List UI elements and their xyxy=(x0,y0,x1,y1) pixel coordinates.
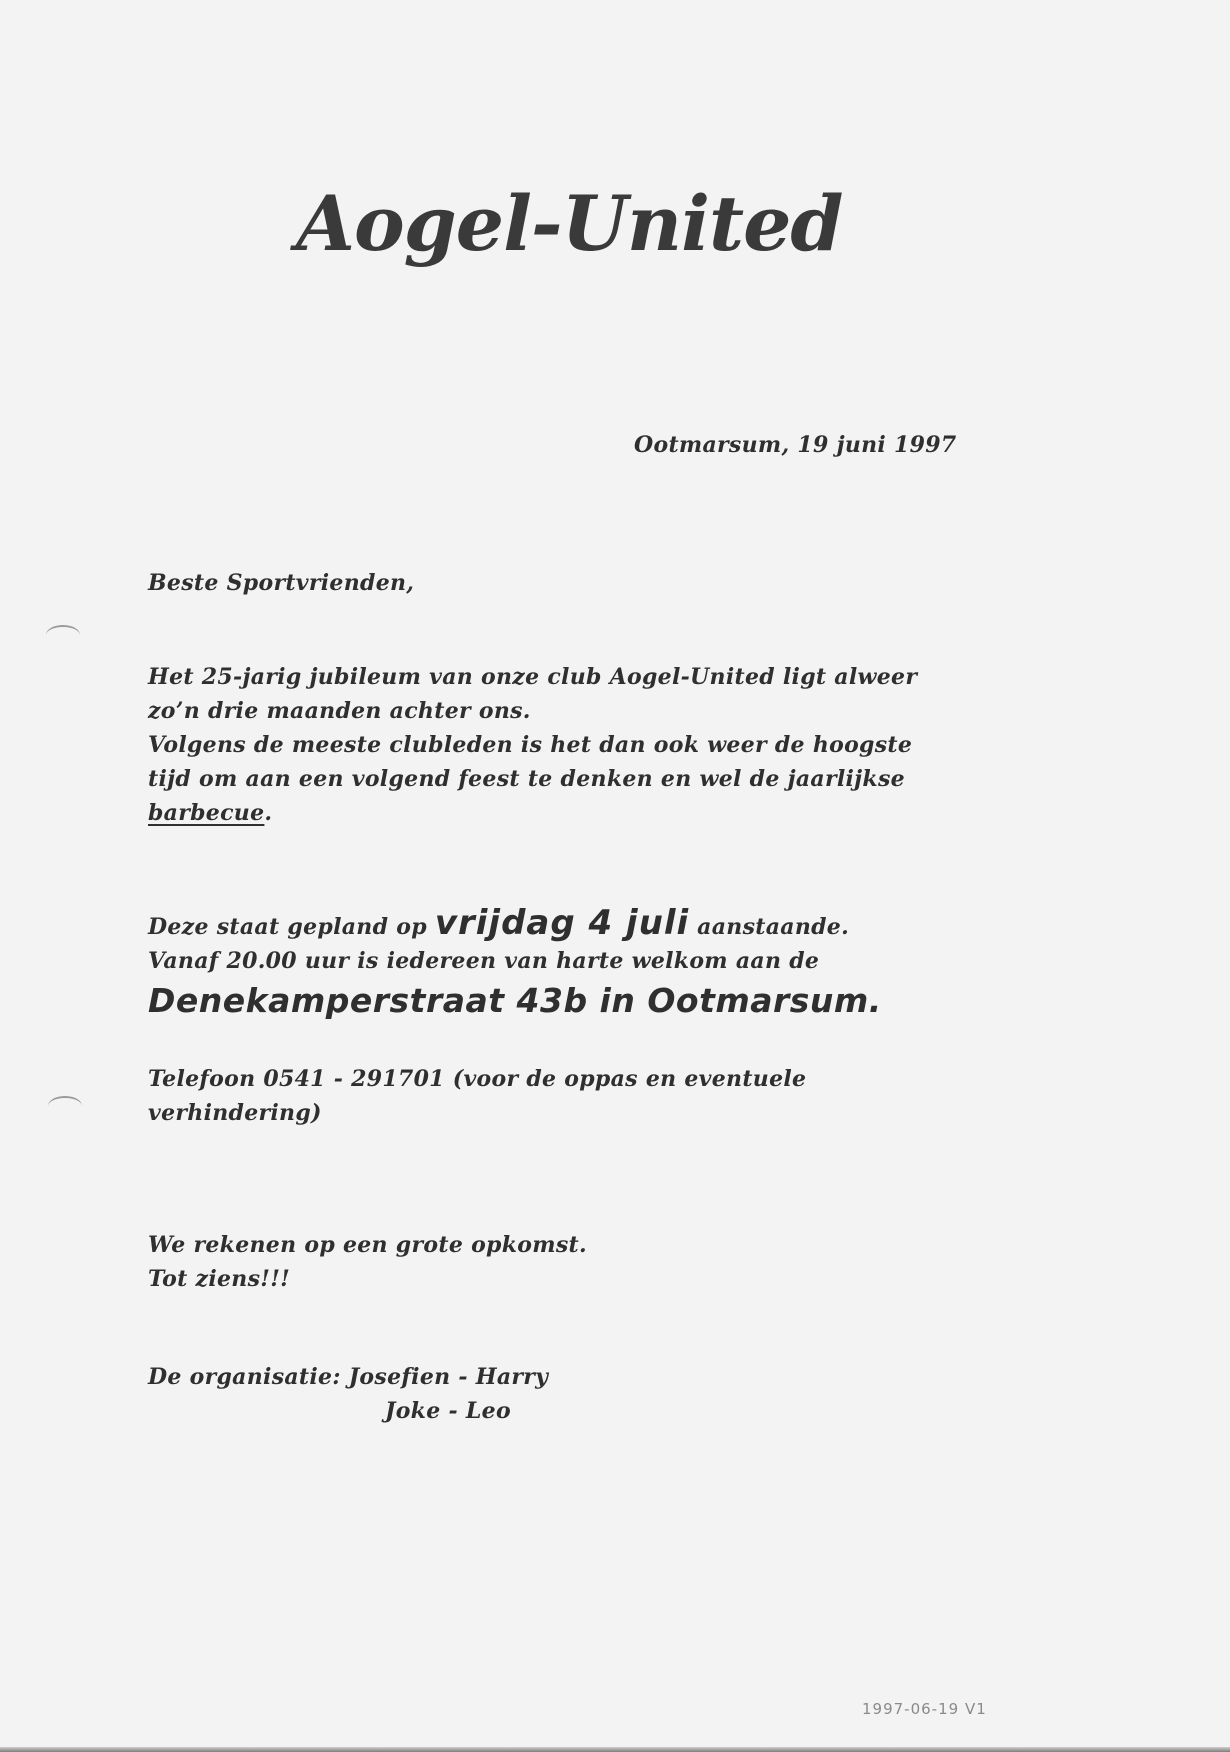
paragraph-line: Het 25-jarig jubileum van onze club Aogel-United ligt alweer xyxy=(148,664,918,690)
phone-line: verhindering) xyxy=(148,1100,322,1126)
date-line: Ootmarsum, 19 juni 1997 xyxy=(634,432,957,458)
handwritten-archive-note: 1997-06-19 V1 xyxy=(862,1700,987,1718)
scan-bottom-edge xyxy=(0,1747,1230,1752)
organisation-line: Joke - Leo xyxy=(385,1398,511,1424)
paragraph-line: zo’n drie maanden achter ons. xyxy=(148,698,531,724)
closing-line: Tot ziens!!! xyxy=(148,1266,291,1292)
event-time-line: Vanaf 20.00 uur is iedereen van harte welkom aan de xyxy=(148,948,820,974)
paragraph-jubilee xyxy=(148,660,917,830)
event-address: Denekamperstraat 43b in Ootmarsum. xyxy=(148,981,882,1020)
paragraph-line xyxy=(148,796,917,830)
closing-paragraph xyxy=(148,1228,587,1296)
period: . xyxy=(264,800,273,826)
phone-paragraph xyxy=(148,1062,806,1130)
event-date-emphasis: vrijdag 4 juli xyxy=(434,903,690,943)
organisation-signature xyxy=(148,1360,548,1428)
paragraph-line: tijd om aan een volgend feest te denken en wel de jaarlijkse xyxy=(148,766,905,792)
organisation-line: De organisatie: Josefien - Harry xyxy=(148,1364,549,1390)
punch-hole-mark xyxy=(48,1096,82,1116)
event-date-suffix: aanstaande. xyxy=(689,914,850,940)
punch-hole-mark xyxy=(46,625,80,645)
paragraph-line: Volgens de meeste clubleden is het dan ook weer de hoogste xyxy=(148,732,913,758)
closing-line: We rekenen op een grote opkomst. xyxy=(148,1232,587,1258)
event-date-prefix: Deze staat gepland op xyxy=(148,914,435,940)
event-date-line xyxy=(148,903,882,944)
paragraph-event-details xyxy=(148,903,882,1024)
phone-line: Telefoon 0541 - 291701 (voor de oppas en eventuele xyxy=(148,1066,807,1092)
letter-title: Aogel-United xyxy=(296,179,843,268)
underlined-barbecue: barbecue xyxy=(148,800,265,826)
salutation: Beste Sportvrienden, xyxy=(148,570,415,596)
